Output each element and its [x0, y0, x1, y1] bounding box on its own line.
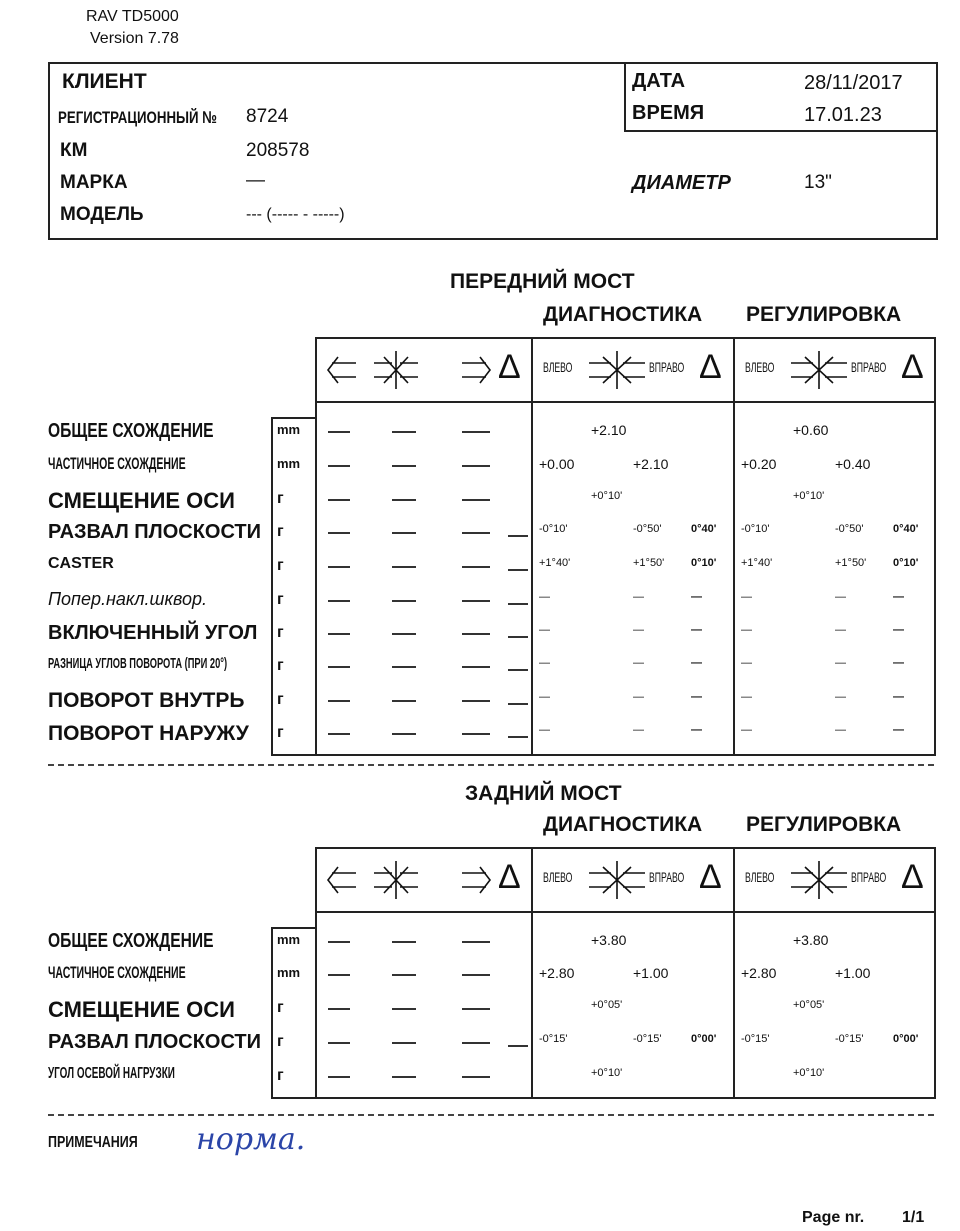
rear-col-line-2 — [733, 847, 735, 1099]
rear-col-line-0 — [315, 847, 317, 1099]
front-row-4-adj-value-0: +1°40' — [741, 557, 773, 569]
km-label: КМ — [60, 140, 88, 161]
front-row-3-adj-value-0: -0°10' — [741, 523, 770, 535]
front-row-9-adj-value-3: — — [893, 724, 904, 736]
front-row-4-basic-dash-1 — [392, 566, 416, 568]
rear-diag-label: ДИАГНОСТИКА — [543, 813, 703, 836]
front-table-bottom — [271, 754, 936, 756]
rear-diag-center-icon — [589, 861, 649, 901]
front-row-6-basic-dash-0 — [328, 633, 350, 635]
front-row-label-0: ОБЩЕЕ СХОЖДЕНИЕ — [48, 420, 214, 442]
front-row-6-diag-value-3: — — [691, 624, 702, 636]
rear-row-0-basic-dash-2 — [462, 941, 490, 943]
rear-diag-right-label: ВПРАВО — [649, 869, 685, 885]
front-row-1-basic-dash-2 — [462, 465, 490, 467]
rear-row-label-0: ОБЩЕЕ СХОЖДЕНИЕ — [48, 930, 214, 952]
front-row-unit-6: г — [277, 624, 284, 641]
front-row-7-basic-dash-1 — [392, 666, 416, 668]
front-adj-label: РЕГУЛИРОВКА — [746, 303, 902, 326]
front-row-8-basic-dash-1 — [392, 700, 416, 702]
model-value: --- (----- - -----) — [246, 206, 345, 223]
rear-left-arrow-icon — [328, 867, 356, 893]
front-unit-top-line — [271, 417, 315, 419]
front-row-6-adj-value-3: — — [893, 624, 904, 636]
front-row-label-7: РАЗНИЦА УГЛОВ ПОВОРОТА (ПРИ 20°) — [48, 655, 228, 672]
front-row-label-6: ВКЛЮЧЕННЫЙ УГОЛ — [48, 622, 258, 644]
rear-row-3-diag-value-3: 0°00' — [691, 1033, 717, 1045]
front-row-3-basic-dash-1 — [392, 532, 416, 534]
rear-adj-center-icon — [791, 861, 851, 901]
front-row-unit-3: г — [277, 523, 284, 540]
front-row-8-diag-value-2: — — [633, 691, 644, 703]
rear-row-unit-1: mm — [277, 965, 301, 980]
front-diag-label: ДИАГНОСТИКА — [543, 303, 703, 326]
model-label: МОДЕЛЬ — [60, 204, 144, 225]
front-center-icon — [374, 351, 418, 389]
front-row-7-basic-dash-0 — [328, 666, 350, 668]
front-row-3-diag-value-3: 0°40' — [691, 523, 717, 535]
rear-separator — [48, 1114, 934, 1116]
front-row-9-diag-value-3: — — [691, 724, 702, 736]
front-row-9-basic-dash-1 — [392, 733, 416, 735]
notes-handwritten: норма. — [196, 1122, 306, 1157]
rear-row-unit-2: г — [277, 999, 284, 1016]
front-row-8-basic-dash-0 — [328, 700, 350, 702]
front-separator — [48, 764, 934, 766]
front-unit-left-line — [271, 417, 273, 754]
rear-header-bottom — [315, 911, 936, 913]
rear-row-3-basic-dash-0 — [328, 1042, 350, 1044]
front-row-7-diag-value-0: — — [539, 657, 550, 669]
front-header-bottom — [315, 401, 936, 403]
front-row-2-basic-dash-2 — [462, 499, 490, 501]
rear-center-icon — [374, 861, 418, 899]
front-diag-right-label: ВПРАВО — [649, 359, 685, 375]
front-row-2-basic-dash-1 — [392, 499, 416, 501]
front-row-5-adj-value-2: — — [835, 591, 846, 603]
front-row-1-diag-value-0: +0.00 — [539, 456, 575, 472]
front-row-6-adj-value-2: — — [835, 624, 846, 636]
notes-label: ПРИМЕЧАНИЯ — [48, 1134, 138, 1151]
front-row-3-basic-delta-dash — [508, 535, 528, 537]
rear-row-2-diag-value-1: +0°05' — [591, 999, 623, 1011]
front-row-label-2: СМЕЩЕНИЕ ОСИ — [48, 488, 235, 513]
front-row-unit-9: г — [277, 724, 284, 741]
diameter-label: ДИАМЕТР — [632, 172, 731, 194]
rear-row-3-basic-dash-2 — [462, 1042, 490, 1044]
front-row-7-adj-value-2: — — [835, 657, 846, 669]
front-row-4-diag-value-3: 0°10' — [691, 557, 717, 569]
front-row-8-diag-value-0: — — [539, 691, 550, 703]
front-row-6-basic-dash-2 — [462, 633, 490, 635]
front-adj-right-label: ВПРАВО — [851, 359, 887, 375]
rear-adj-left-label: ВЛЕВО — [745, 869, 775, 885]
front-row-5-diag-value-3: — — [691, 591, 702, 603]
front-row-4-basic-delta-dash — [508, 569, 528, 571]
front-row-2-adj-value-1: +0°10' — [793, 490, 825, 502]
rear-row-4-basic-dash-2 — [462, 1076, 490, 1078]
front-diag-left-label: ВЛЕВО — [543, 359, 573, 375]
front-row-8-adj-value-2: — — [835, 691, 846, 703]
front-row-unit-0: mm — [277, 422, 301, 437]
front-table-top — [315, 337, 936, 339]
front-row-label-5: Попер.накл.шквор. — [48, 589, 208, 609]
front-row-3-basic-dash-2 — [462, 532, 490, 534]
front-row-0-adj-value-1: +0.60 — [793, 422, 829, 438]
rear-row-label-4: УГОЛ ОСЕВОЙ НАГРУЗКИ — [48, 1065, 175, 1082]
front-col-line-3 — [934, 337, 936, 756]
rear-row-0-basic-dash-0 — [328, 941, 350, 943]
date-value: 28/11/2017 — [804, 72, 903, 94]
front-row-3-diag-value-2: -0°50' — [633, 523, 662, 535]
front-row-7-adj-value-3: — — [893, 657, 904, 669]
front-row-8-adj-value-3: — — [893, 691, 904, 703]
front-row-6-basic-delta-dash — [508, 636, 528, 638]
rear-row-3-adj-value-3: 0°00' — [893, 1033, 919, 1045]
front-row-6-adj-value-0: — — [741, 624, 752, 636]
date-label: ДАТА — [632, 70, 686, 92]
front-row-label-9: ПОВОРОТ НАРУЖУ — [48, 722, 249, 745]
rear-row-2-basic-dash-0 — [328, 1008, 350, 1010]
front-row-1-basic-dash-1 — [392, 465, 416, 467]
front-row-3-adj-value-3: 0°40' — [893, 523, 919, 535]
front-row-unit-1: mm — [277, 456, 301, 471]
time-value: 17.01.23 — [804, 104, 882, 126]
rear-row-0-adj-value-1: +3.80 — [793, 932, 829, 948]
front-row-unit-7: г — [277, 657, 284, 674]
rear-row-unit-0: mm — [277, 932, 301, 947]
device-version: Version 7.78 — [90, 30, 179, 47]
rear-row-label-2: СМЕЩЕНИЕ ОСИ — [48, 997, 235, 1022]
rear-col-line-3 — [934, 847, 936, 1099]
front-row-0-basic-dash-0 — [328, 431, 350, 433]
front-row-5-diag-value-2: — — [633, 591, 644, 603]
rear-adj-label: РЕГУЛИРОВКА — [746, 813, 902, 836]
rear-row-1-basic-dash-2 — [462, 974, 490, 976]
front-row-unit-4: г — [277, 557, 284, 574]
rear-table-top — [315, 847, 936, 849]
km-value: 208578 — [246, 140, 310, 161]
rear-row-1-diag-value-0: +2.80 — [539, 965, 575, 981]
device-name: RAV TD5000 — [86, 8, 179, 25]
front-row-5-basic-delta-dash — [508, 603, 528, 605]
client-label: КЛИЕНТ — [62, 70, 147, 93]
front-row-5-basic-dash-2 — [462, 600, 490, 602]
front-row-4-basic-dash-0 — [328, 566, 350, 568]
front-row-5-diag-value-0: — — [539, 591, 550, 603]
rear-row-2-basic-dash-1 — [392, 1008, 416, 1010]
front-row-4-adj-value-3: 0°10' — [893, 557, 919, 569]
front-delta-basic: Δ — [498, 348, 521, 386]
front-row-9-diag-value-0: — — [539, 724, 550, 736]
front-col-line-1 — [531, 337, 533, 756]
rear-row-2-basic-dash-2 — [462, 1008, 490, 1010]
rear-row-3-adj-value-0: -0°15' — [741, 1033, 770, 1045]
rear-row-label-1: ЧАСТИЧНОЕ СХОЖДЕНИЕ — [48, 963, 186, 982]
front-row-2-basic-dash-0 — [328, 499, 350, 501]
rear-row-4-basic-dash-0 — [328, 1076, 350, 1078]
front-row-7-diag-value-3: — — [691, 657, 702, 669]
front-row-4-diag-value-0: +1°40' — [539, 557, 571, 569]
front-adj-center-icon — [791, 351, 851, 391]
front-row-4-diag-value-2: +1°50' — [633, 557, 665, 569]
rear-title: ЗАДНИЙ МОСТ — [465, 782, 622, 805]
front-row-1-diag-value-2: +2.10 — [633, 456, 669, 472]
rear-unit-left-line — [271, 927, 273, 1097]
front-row-6-diag-value-0: — — [539, 624, 550, 636]
front-row-9-basic-delta-dash — [508, 736, 528, 738]
front-adj-delta: Δ — [901, 348, 924, 386]
rear-row-1-adj-value-2: +1.00 — [835, 965, 871, 981]
front-row-3-basic-dash-0 — [328, 532, 350, 534]
rear-row-1-adj-value-0: +2.80 — [741, 965, 777, 981]
front-row-unit-8: г — [277, 691, 284, 708]
front-row-9-basic-dash-0 — [328, 733, 350, 735]
front-row-4-adj-value-2: +1°50' — [835, 557, 867, 569]
header-divider-v — [624, 62, 626, 132]
rear-row-3-diag-value-2: -0°15' — [633, 1033, 662, 1045]
page-value: 1/1 — [902, 1209, 925, 1226]
front-row-7-adj-value-0: — — [741, 657, 752, 669]
front-row-9-adj-value-0: — — [741, 724, 752, 736]
front-row-4-basic-dash-2 — [462, 566, 490, 568]
front-row-1-basic-dash-0 — [328, 465, 350, 467]
front-row-unit-5: г — [277, 591, 284, 608]
rear-adj-right-label: ВПРАВО — [851, 869, 887, 885]
rear-row-3-adj-value-2: -0°15' — [835, 1033, 864, 1045]
page-label: Page nr. — [802, 1209, 865, 1226]
front-row-7-basic-delta-dash — [508, 669, 528, 671]
diameter-value: 13" — [804, 172, 832, 193]
front-row-9-adj-value-2: — — [835, 724, 846, 736]
front-row-0-basic-dash-1 — [392, 431, 416, 433]
front-row-7-diag-value-2: — — [633, 657, 644, 669]
front-col-line-2 — [733, 337, 735, 756]
front-row-1-adj-value-2: +0.40 — [835, 456, 871, 472]
rear-row-4-diag-value-1: +0°10' — [591, 1067, 623, 1079]
rear-row-0-basic-dash-1 — [392, 941, 416, 943]
rear-unit-top-line — [271, 927, 315, 929]
front-row-8-adj-value-0: — — [741, 691, 752, 703]
front-row-label-3: РАЗВАЛ ПЛОСКОСТИ — [48, 521, 261, 543]
rear-row-3-basic-delta-dash — [508, 1045, 528, 1047]
front-adj-left-label: ВЛЕВО — [745, 359, 775, 375]
front-row-9-diag-value-2: — — [633, 724, 644, 736]
front-row-label-8: ПОВОРОТ ВНУТРЬ — [48, 689, 245, 712]
front-diag-center-icon — [589, 351, 649, 391]
front-row-0-basic-dash-2 — [462, 431, 490, 433]
header-divider-h — [624, 130, 936, 132]
reg-label: РЕГИСТРАЦИОННЫЙ № — [58, 108, 217, 127]
front-row-9-basic-dash-2 — [462, 733, 490, 735]
rear-adj-delta: Δ — [901, 858, 924, 896]
rear-row-1-diag-value-2: +1.00 — [633, 965, 669, 981]
rear-row-4-basic-dash-1 — [392, 1076, 416, 1078]
front-row-label-4: CASTER — [48, 555, 114, 572]
rear-row-3-basic-dash-1 — [392, 1042, 416, 1044]
front-diag-delta: Δ — [699, 348, 722, 386]
front-row-1-adj-value-0: +0.20 — [741, 456, 777, 472]
rear-row-1-basic-dash-0 — [328, 974, 350, 976]
front-row-5-adj-value-3: — — [893, 591, 904, 603]
front-row-unit-2: г — [277, 490, 284, 507]
rear-row-unit-3: г — [277, 1033, 284, 1050]
rear-row-2-adj-value-1: +0°05' — [793, 999, 825, 1011]
time-label: ВРЕМЯ — [632, 102, 705, 124]
rear-row-1-basic-dash-1 — [392, 974, 416, 976]
front-row-label-1: ЧАСТИЧНОЕ СХОЖДЕНИЕ — [48, 454, 186, 473]
front-row-5-basic-dash-1 — [392, 600, 416, 602]
brand-value: — — [246, 170, 265, 191]
rear-diag-delta: Δ — [699, 858, 722, 896]
rear-delta-basic: Δ — [498, 858, 521, 896]
front-title: ПЕРЕДНИЙ МОСТ — [450, 270, 635, 293]
front-row-8-basic-dash-2 — [462, 700, 490, 702]
front-row-6-diag-value-2: — — [633, 624, 644, 636]
front-row-5-basic-dash-0 — [328, 600, 350, 602]
rear-diag-left-label: ВЛЕВО — [543, 869, 573, 885]
rear-row-3-diag-value-0: -0°15' — [539, 1033, 568, 1045]
front-left-arrow-icon — [328, 357, 356, 383]
front-row-7-basic-dash-2 — [462, 666, 490, 668]
rear-row-4-adj-value-1: +0°10' — [793, 1067, 825, 1079]
rear-row-label-3: РАЗВАЛ ПЛОСКОСТИ — [48, 1031, 261, 1053]
front-col-line-0 — [315, 337, 317, 756]
brand-label: МАРКА — [60, 172, 128, 193]
front-row-3-diag-value-0: -0°10' — [539, 523, 568, 535]
front-row-2-diag-value-1: +0°10' — [591, 490, 623, 502]
front-row-3-adj-value-2: -0°50' — [835, 523, 864, 535]
rear-row-unit-4: г — [277, 1067, 284, 1084]
front-row-6-basic-dash-1 — [392, 633, 416, 635]
front-row-8-diag-value-3: — — [691, 691, 702, 703]
reg-value: 8724 — [246, 106, 289, 127]
rear-right-arrow-icon — [462, 867, 490, 893]
front-right-arrow-icon — [462, 357, 490, 383]
front-row-5-adj-value-0: — — [741, 591, 752, 603]
front-row-0-diag-value-1: +2.10 — [591, 422, 627, 438]
rear-row-0-diag-value-1: +3.80 — [591, 932, 627, 948]
front-row-8-basic-delta-dash — [508, 703, 528, 705]
rear-table-bottom — [271, 1097, 936, 1099]
